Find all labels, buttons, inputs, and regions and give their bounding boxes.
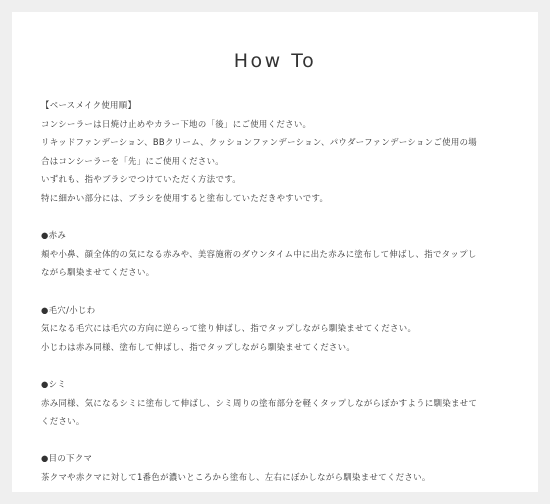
section-line: 小じわは赤み同様、塗布して伸ばし、指でタップしながら馴染ませてください。	[41, 341, 356, 352]
section-heading: ●シミ	[41, 378, 67, 389]
intro-line: 特に細かい部分には、ブラシを使用すると塗布していただきやすいです。	[41, 192, 329, 203]
intro-block	[41, 96, 513, 208]
page-title: How To	[233, 50, 317, 72]
how-to-content	[41, 96, 513, 486]
section-heading: ●赤み	[41, 230, 67, 241]
intro-line: コンシーラーは日焼け止めやカラー下地の「後」にご使用ください。	[41, 118, 312, 129]
intro-heading: 【ベースメイク使用順】	[41, 100, 137, 110]
section-heading: ●目の下クマ	[41, 453, 93, 464]
section-line: ながら馴染ませてください。	[41, 267, 155, 278]
section-under-eye-circles	[41, 449, 513, 486]
intro-line: いずれも、指やブラシでつけていただく方法です。	[41, 174, 242, 185]
section-heading: ●毛穴/小じわ	[41, 304, 96, 315]
section-spots	[41, 375, 513, 431]
section-line: 気になる毛穴には毛穴の方向に逆らって塗り伸ばし、指でタップしながら馴染ませてください。	[41, 323, 417, 334]
section-line: 頬や小鼻、顔全体的の気になる赤みや、美容施術のダウンタイム中に出た赤みに塗布して伸ばし、指でタップし	[41, 248, 477, 259]
intro-line: リキッドファンデーション、BBクリーム、クッションファンデーション、パウダーファンデーションご使用の場	[41, 137, 478, 148]
section-redness	[41, 226, 513, 282]
section-line: ください。	[41, 416, 85, 427]
how-to-card	[12, 12, 538, 492]
section-line: 赤み同様、気になるシミに塗布して伸ばし、シミ周りの塗布部分を軽くタップしながらぼかすように馴染ませて	[41, 397, 478, 408]
section-pores-wrinkles	[41, 301, 513, 357]
intro-line: 合はコンシーラーを「先」にご使用ください。	[41, 155, 225, 166]
section-line: 茶クマや赤クマに対して1番色が濃いところから塗布し、左右にぼかしながら馴染ませてください。	[41, 471, 431, 482]
